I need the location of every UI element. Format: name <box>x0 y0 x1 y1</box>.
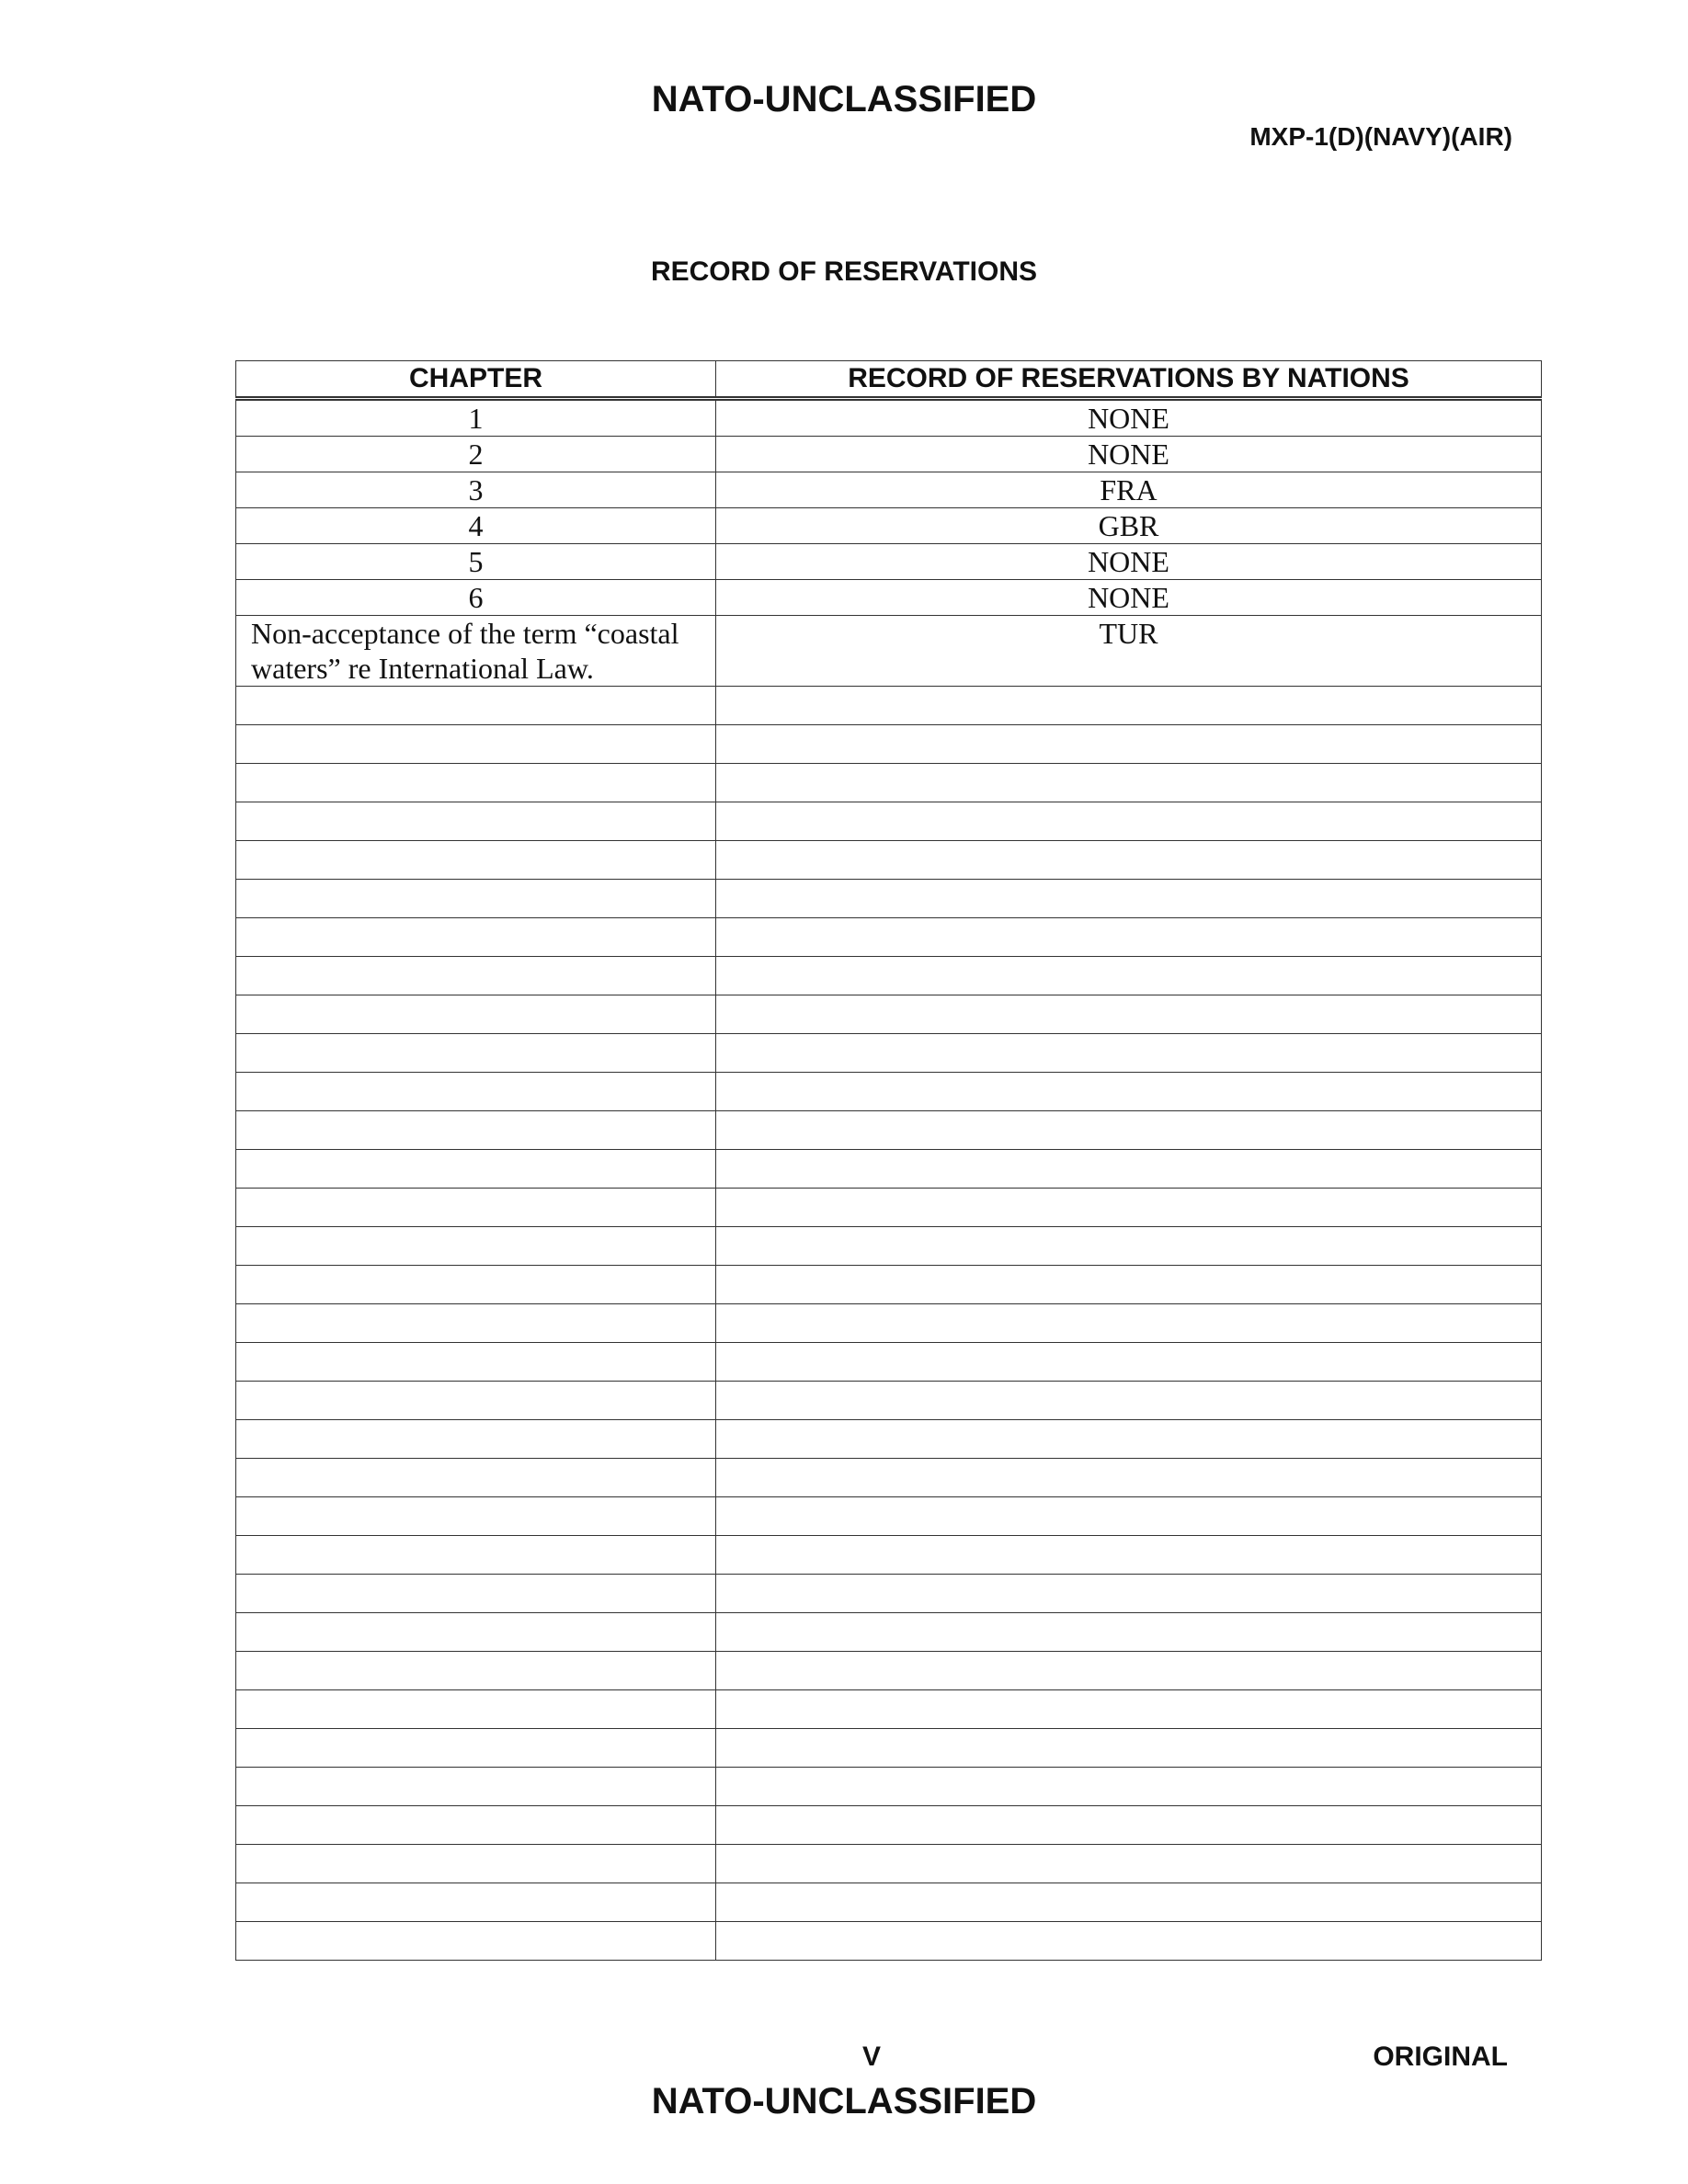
blank-reservation-cell <box>716 1729 1542 1768</box>
blank-table-row <box>236 1922 1542 1961</box>
blank-chapter-cell <box>236 1034 716 1073</box>
blank-table-row <box>236 1575 1542 1613</box>
blank-chapter-cell <box>236 1343 716 1382</box>
blank-reservation-cell <box>716 995 1542 1034</box>
blank-table-row <box>236 802 1542 841</box>
blank-reservation-cell <box>716 841 1542 880</box>
blank-table-row <box>236 918 1542 957</box>
blank-table-row <box>236 1652 1542 1690</box>
blank-reservation-cell <box>716 802 1542 841</box>
blank-chapter-cell <box>236 1189 716 1227</box>
blank-table-row <box>236 1343 1542 1382</box>
reservation-cell: NONE <box>716 437 1542 472</box>
blank-table-row <box>236 995 1542 1034</box>
chapter-cell: 3 <box>236 472 716 508</box>
reservations-table <box>235 360 1542 1961</box>
blank-reservation-cell <box>716 1073 1542 1111</box>
blank-chapter-cell <box>236 1382 716 1420</box>
blank-table-row <box>236 1420 1542 1459</box>
blank-chapter-cell <box>236 1613 716 1652</box>
blank-chapter-cell <box>236 841 716 880</box>
blank-reservation-cell <box>716 1613 1542 1652</box>
blank-reservation-cell <box>716 1652 1542 1690</box>
blank-chapter-cell <box>236 1150 716 1189</box>
column-header-reservations: RECORD OF RESERVATIONS BY NATIONS <box>716 361 1542 399</box>
edition-status: ORIGINAL <box>1373 2042 1508 2072</box>
blank-chapter-cell <box>236 1266 716 1304</box>
blank-reservation-cell <box>716 725 1542 764</box>
blank-table-row <box>236 687 1542 725</box>
blank-reservation-cell <box>716 1536 1542 1575</box>
column-header-chapter: CHAPTER <box>236 361 716 399</box>
blank-table-row <box>236 725 1542 764</box>
reservation-cell: NONE <box>716 580 1542 616</box>
blank-reservation-cell <box>716 1382 1542 1420</box>
blank-chapter-cell <box>236 1111 716 1150</box>
blank-table-row <box>236 880 1542 918</box>
blank-table-row <box>236 1459 1542 1497</box>
blank-reservation-cell <box>716 1343 1542 1382</box>
blank-table-row <box>236 1768 1542 1806</box>
blank-reservation-cell <box>716 1227 1542 1266</box>
blank-chapter-cell <box>236 880 716 918</box>
blank-chapter-cell <box>236 918 716 957</box>
table-row <box>236 616 1542 687</box>
blank-table-row <box>236 1690 1542 1729</box>
blank-table-row <box>236 1613 1542 1652</box>
blank-reservation-cell <box>716 764 1542 802</box>
blank-table-row <box>236 1536 1542 1575</box>
blank-reservation-cell <box>716 1034 1542 1073</box>
blank-table-row <box>236 1189 1542 1227</box>
blank-chapter-cell <box>236 1690 716 1729</box>
classification-marking-top: NATO-UNCLASSIFIED <box>651 79 1037 119</box>
blank-chapter-cell <box>236 1768 716 1806</box>
document-reference: MXP-1(D)(NAVY)(AIR) <box>1249 122 1512 151</box>
blank-reservation-cell <box>716 687 1542 725</box>
blank-reservation-cell <box>716 1690 1542 1729</box>
blank-chapter-cell <box>236 1806 716 1845</box>
table-row <box>236 544 1542 580</box>
blank-chapter-cell <box>236 1922 716 1961</box>
blank-chapter-cell <box>236 957 716 995</box>
classification-marking-bottom: NATO-UNCLASSIFIED <box>651 2081 1037 2121</box>
chapter-cell: Non-acceptance of the term “coastal waters” re International Law. <box>236 616 716 687</box>
blank-reservation-cell <box>716 957 1542 995</box>
blank-table-row <box>236 1266 1542 1304</box>
blank-chapter-cell <box>236 1420 716 1459</box>
blank-table-row <box>236 1845 1542 1883</box>
blank-chapter-cell <box>236 764 716 802</box>
blank-reservation-cell <box>716 1304 1542 1343</box>
blank-table-row <box>236 1227 1542 1266</box>
blank-reservation-cell <box>716 1806 1542 1845</box>
page-number: V <box>862 2042 882 2072</box>
blank-chapter-cell <box>236 1073 716 1111</box>
reservation-cell: GBR <box>716 508 1542 544</box>
blank-table-row <box>236 1883 1542 1922</box>
blank-table-row <box>236 1729 1542 1768</box>
blank-reservation-cell <box>716 1150 1542 1189</box>
blank-table-row <box>236 1111 1542 1150</box>
blank-table-row <box>236 957 1542 995</box>
blank-chapter-cell <box>236 1729 716 1768</box>
chapter-cell: 4 <box>236 508 716 544</box>
blank-reservation-cell <box>716 918 1542 957</box>
chapter-cell: 2 <box>236 437 716 472</box>
chapter-cell: 1 <box>236 399 716 437</box>
blank-chapter-cell <box>236 1652 716 1690</box>
blank-table-row <box>236 1304 1542 1343</box>
blank-reservation-cell <box>716 1883 1542 1922</box>
blank-chapter-cell <box>236 995 716 1034</box>
blank-table-row <box>236 1382 1542 1420</box>
table-row <box>236 580 1542 616</box>
blank-table-row <box>236 1073 1542 1111</box>
blank-reservation-cell <box>716 1922 1542 1961</box>
table-header-row <box>236 361 1542 399</box>
blank-table-row <box>236 1806 1542 1845</box>
reservation-cell: NONE <box>716 399 1542 437</box>
reservation-cell: TUR <box>716 616 1542 687</box>
blank-chapter-cell <box>236 725 716 764</box>
blank-reservation-cell <box>716 1768 1542 1806</box>
blank-chapter-cell <box>236 1845 716 1883</box>
chapter-cell: 5 <box>236 544 716 580</box>
reservation-cell: FRA <box>716 472 1542 508</box>
blank-chapter-cell <box>236 1575 716 1613</box>
blank-reservation-cell <box>716 880 1542 918</box>
blank-reservation-cell <box>716 1497 1542 1536</box>
blank-chapter-cell <box>236 1227 716 1266</box>
table-row <box>236 437 1542 472</box>
blank-reservation-cell <box>716 1266 1542 1304</box>
blank-reservation-cell <box>716 1111 1542 1150</box>
blank-reservation-cell <box>716 1459 1542 1497</box>
blank-chapter-cell <box>236 1459 716 1497</box>
blank-reservation-cell <box>716 1189 1542 1227</box>
page-title: RECORD OF RESERVATIONS <box>650 256 1038 287</box>
reservation-cell: NONE <box>716 544 1542 580</box>
blank-chapter-cell <box>236 1497 716 1536</box>
blank-table-row <box>236 1497 1542 1536</box>
blank-chapter-cell <box>236 1536 716 1575</box>
blank-reservation-cell <box>716 1575 1542 1613</box>
blank-reservation-cell <box>716 1420 1542 1459</box>
blank-chapter-cell <box>236 1304 716 1343</box>
blank-chapter-cell <box>236 1883 716 1922</box>
table-row <box>236 508 1542 544</box>
blank-chapter-cell <box>236 687 716 725</box>
table-row <box>236 472 1542 508</box>
blank-table-row <box>236 841 1542 880</box>
blank-chapter-cell <box>236 802 716 841</box>
chapter-cell: 6 <box>236 580 716 616</box>
blank-table-row <box>236 764 1542 802</box>
table-row <box>236 399 1542 437</box>
blank-table-row <box>236 1034 1542 1073</box>
blank-reservation-cell <box>716 1845 1542 1883</box>
blank-table-row <box>236 1150 1542 1189</box>
